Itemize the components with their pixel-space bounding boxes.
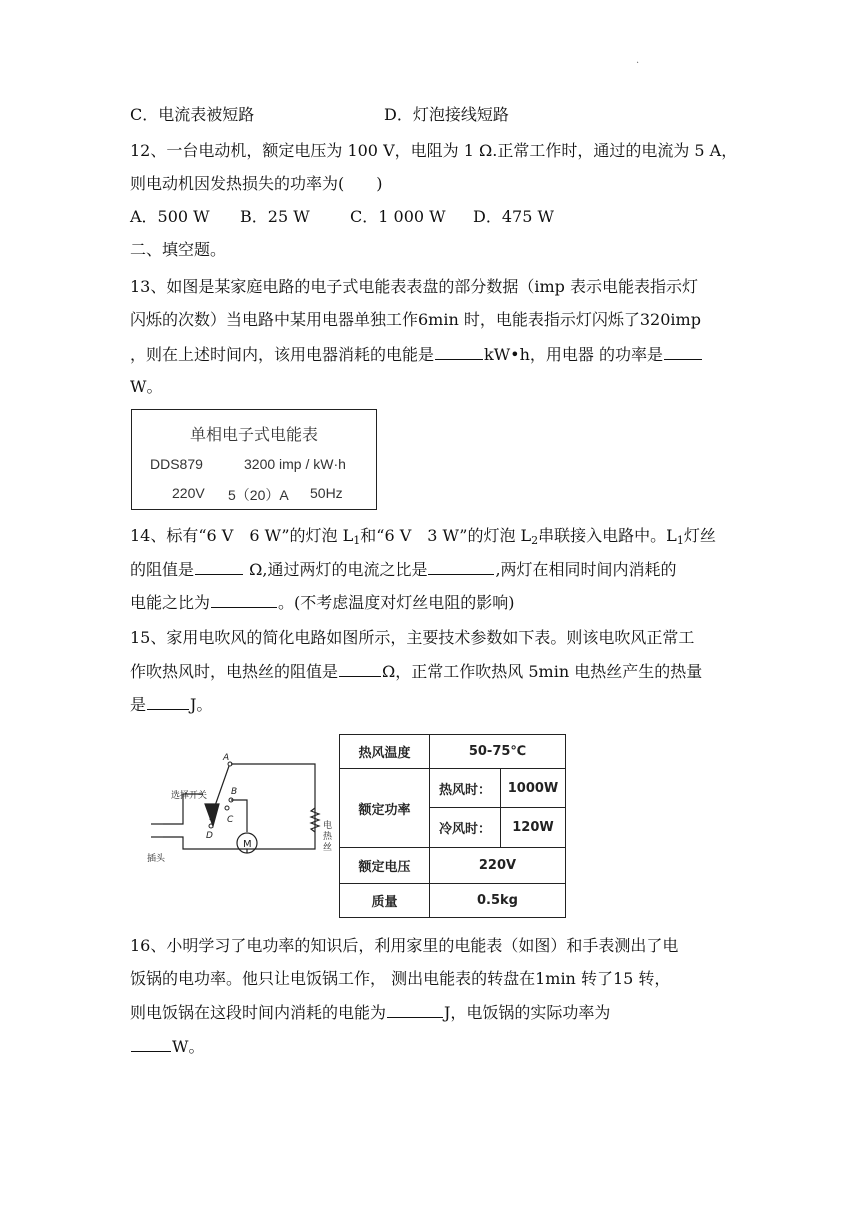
q13-line-4: W。	[130, 377, 163, 396]
q15-text-a: 作吹热风时，电热丝的阻值是	[130, 662, 339, 681]
heater-label-2: 热	[323, 832, 333, 842]
meter-constant: 3200 imp / kW·h	[244, 456, 346, 472]
q14-sub-2: 2	[531, 534, 539, 547]
cold-mode-label: 冷风时：	[430, 808, 501, 848]
meter-title: 单相电子式电能表	[190, 425, 319, 444]
rated-voltage-value: 220V	[430, 848, 566, 884]
meter-voltage: 220V	[172, 485, 205, 501]
q14-sub-3: 1	[676, 534, 684, 547]
q12-options	[130, 206, 554, 228]
q14-blank-resistance[interactable]	[195, 558, 243, 575]
rated-power-label: 额定功率	[340, 769, 430, 848]
q12-option-d: D．475 W	[473, 207, 554, 226]
heater-label-3: 丝	[323, 843, 333, 853]
q14-text-d: 灯丝	[683, 526, 716, 545]
q13-blank-power[interactable]	[664, 343, 702, 360]
q14-blank-energy-ratio[interactable]	[211, 591, 277, 608]
energy-meter-figure	[131, 409, 377, 510]
plug-label: 插头	[147, 854, 166, 864]
q16-line-1: 16、小明学习了电功率的知识后，利用家里的电能表（如图）和手表测出了电	[130, 936, 679, 955]
q15-line-3	[130, 693, 212, 716]
q11-option-c: C．电流表被短路	[130, 105, 255, 124]
q12-line-2: 则电动机因发热损失的功率为( )	[130, 174, 383, 193]
q14-text-c: 串联接入电路中。L	[538, 526, 677, 545]
q16-blank-power[interactable]	[131, 1035, 171, 1052]
hot-temp-value: 50-75℃	[430, 735, 566, 769]
q14-text-f: Ω,通过两灯的电流之比是	[249, 560, 428, 579]
heater-label-1: 电	[323, 821, 333, 831]
q14-text-h: 电能之比为	[130, 593, 211, 612]
q13-line-1: 13、如图是某家庭电路的电子式电能表表盘的部分数据（imp 表示电能表指示灯	[130, 277, 698, 296]
q14-line-1	[130, 525, 716, 552]
switch-label: 选择开关	[171, 791, 208, 801]
spec-table	[339, 734, 566, 918]
q15-line-2	[130, 660, 702, 683]
q15-text-d: J。	[190, 695, 213, 714]
hot-mode-value: 1000W	[501, 769, 566, 808]
q16-text-c: W。	[172, 1037, 205, 1056]
q12-option-a: A．500 W	[130, 207, 210, 226]
mass-label: 质量	[340, 884, 430, 918]
section-heading: 二、填空题。	[130, 240, 227, 259]
q14-text-e: 的阻值是	[130, 560, 195, 579]
cold-mode-value: 120W	[501, 808, 566, 848]
q11-option-d: D．灯泡接线短路	[384, 105, 509, 124]
q14-text-b: 和“6 V 3 W”的灯泡 L	[360, 526, 532, 545]
q14-blank-current-ratio[interactable]	[428, 558, 494, 575]
rated-voltage-label: 额定电压	[340, 848, 430, 884]
q11-options	[130, 104, 509, 126]
q16-line-4	[130, 1035, 204, 1058]
meter-frequency: 50Hz	[310, 485, 343, 501]
q14-text-i: 。(不考虑温度对灯丝电阻的影响)	[278, 593, 515, 612]
q15-line-1: 15、家用电吹风的简化电路如图所示，主要技术参数如下表。则该电吹风正常工	[130, 628, 695, 647]
q16-text-b: J，电饭锅的实际功率为	[444, 1003, 611, 1022]
q15-blank-resistance[interactable]	[339, 660, 381, 677]
q15-text-c: 是	[130, 695, 147, 714]
q12-option-c: C．1 000 W	[350, 207, 446, 226]
q16-line-3	[130, 1001, 610, 1024]
motor-label: M	[243, 839, 252, 850]
meter-current: 5（20）A	[228, 487, 289, 503]
q16-blank-energy[interactable]	[387, 1001, 443, 1018]
q14-line-3	[130, 591, 515, 614]
pin-c-label: C	[227, 815, 234, 825]
q14-sub-1: 1	[353, 534, 361, 547]
q14-text-g: ,两灯在相同时间内消耗的	[495, 560, 677, 579]
q13-line-3	[130, 343, 703, 366]
q14-text-a: 14、标有“6 V 6 W”的灯泡 L	[130, 526, 354, 545]
hair-dryer-circuit-diagram	[143, 748, 343, 878]
q13-text-b: kW•h，用电器 的功率是	[484, 345, 663, 364]
q16-line-2: 饭锅的电功率。他只让电饭锅工作， 测出电能表的转盘在1min 转了15 转，	[130, 969, 671, 988]
pin-b-label: B	[231, 787, 238, 797]
q14-line-2	[130, 558, 677, 581]
pin-d-label: D	[206, 831, 213, 841]
q15-text-b: Ω，正常工作吹热风 5min 电热丝产生的热量	[382, 662, 703, 681]
mass-value: 0.5kg	[430, 884, 566, 918]
q13-text-a: ，则在上述时间内，该用电器消耗的电能是	[130, 345, 435, 364]
q12-option-b: B．25 W	[240, 207, 310, 226]
q13-line-2: 闪烁的次数）当电路中某用电器单独工作6min 时，电能表指示灯闪烁了320imp	[130, 310, 701, 329]
q13-blank-energy[interactable]	[435, 343, 483, 360]
pin-a-label: A	[223, 753, 230, 763]
q15-blank-heat[interactable]	[147, 693, 189, 710]
hot-mode-label: 热风时：	[430, 769, 501, 808]
hot-temp-label: 热风温度	[340, 735, 430, 769]
q12-line-1: 12、一台电动机，额定电压为 100 V，电阻为 1 Ω.正常工作时，通过的电流为 5 A，	[130, 141, 738, 160]
q16-text-a: 则电饭锅在这段时间内消耗的电能为	[130, 1003, 387, 1022]
page-mark: ·	[636, 58, 640, 69]
meter-model: DDS879	[150, 456, 203, 472]
